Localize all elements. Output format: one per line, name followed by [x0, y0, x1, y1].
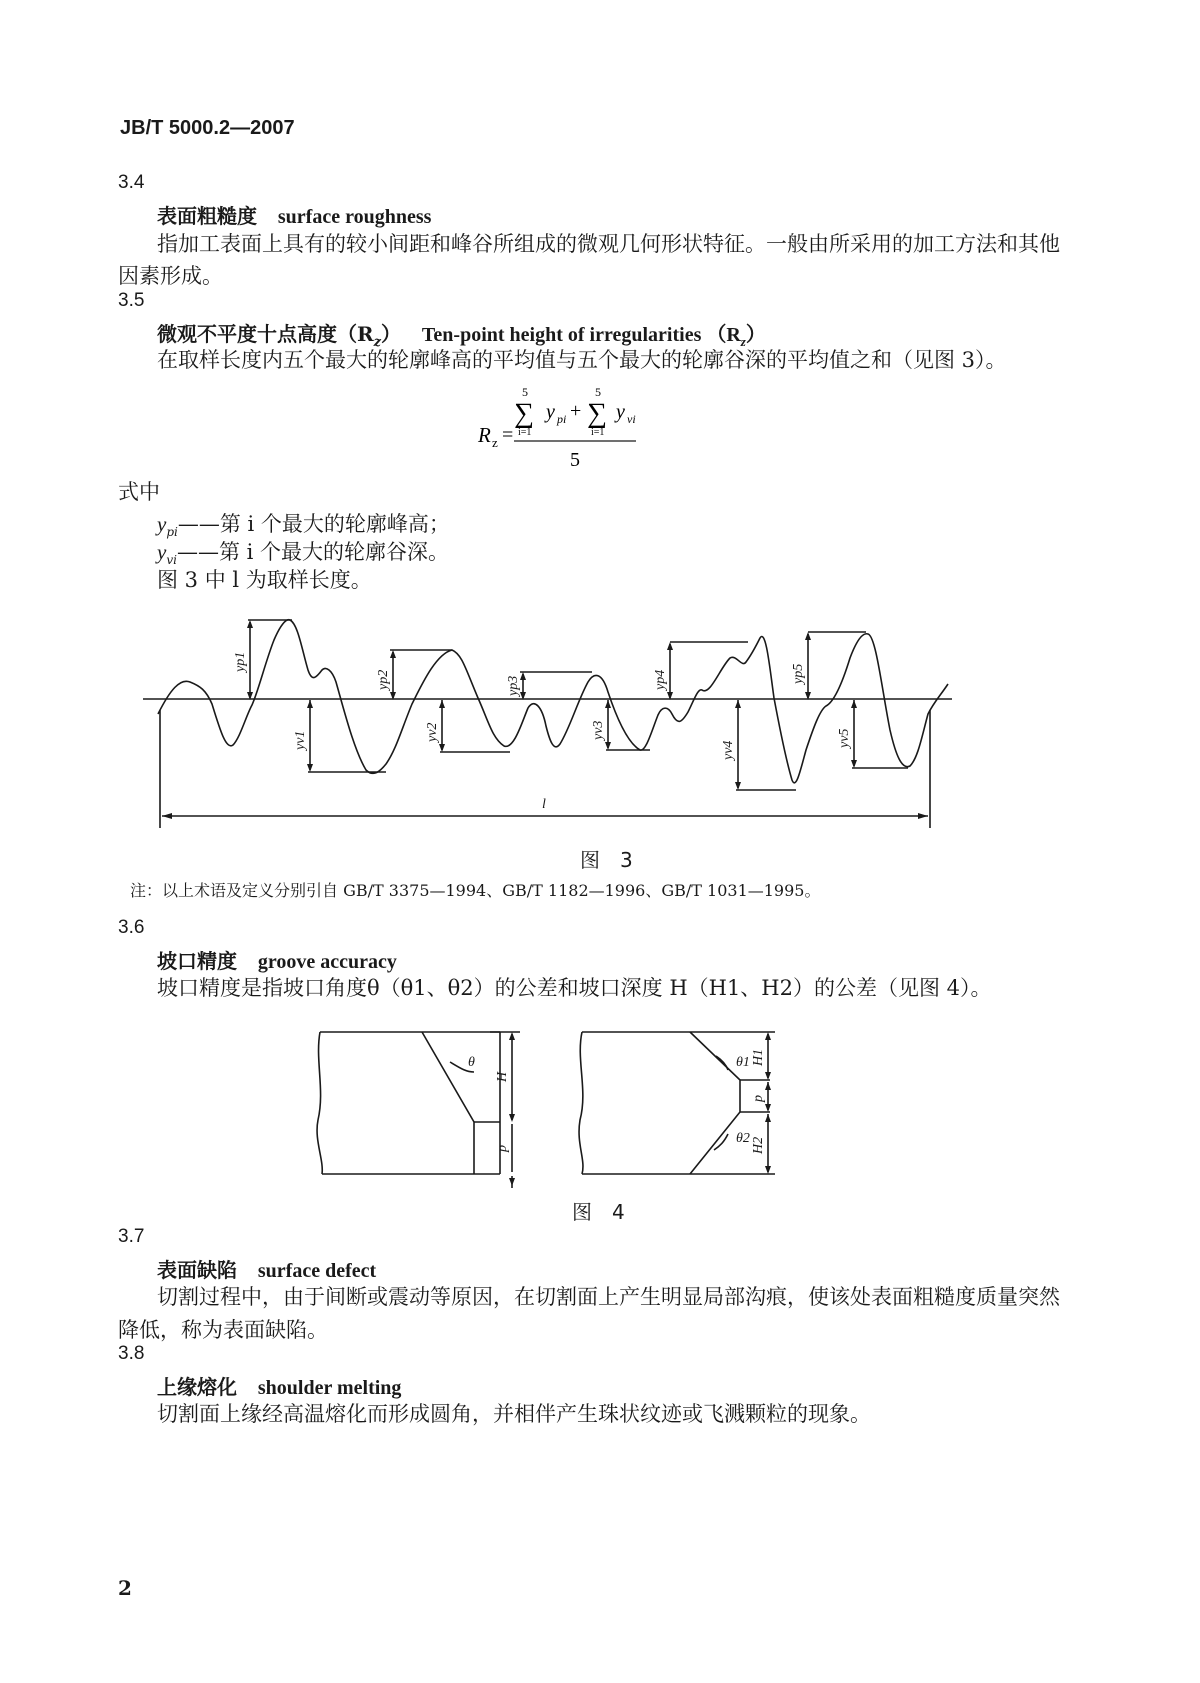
- term-zh: 坡口精度: [157, 949, 237, 973]
- section-3-5-number: 3.5: [118, 290, 145, 311]
- term2: y: [616, 401, 625, 423]
- term-en: surface defect: [257, 1260, 377, 1282]
- var1-symbol: y: [157, 512, 167, 536]
- section-3-4-definition-line2: 因素形成。: [118, 264, 223, 288]
- single-bevel-face: [422, 1032, 474, 1174]
- double-bevel-face: [690, 1032, 740, 1174]
- standard-number: JB/T 5000.2—2007: [120, 117, 295, 139]
- term-zh: 表面粗糙度: [157, 204, 257, 228]
- formula-equals: =: [502, 424, 514, 446]
- label-yv3: yv3: [591, 720, 606, 740]
- label-yv1: yv1: [293, 730, 308, 750]
- term-zh: 微观不平度十点高度（R: [157, 322, 374, 346]
- section-3-6-number: 3.6: [118, 917, 145, 938]
- note-sampling-length: 图 3 中 l 为取样长度。: [157, 568, 372, 592]
- sum1-upper: 5: [522, 385, 528, 399]
- term-en: shoulder melting: [257, 1377, 402, 1399]
- profile-curve: [158, 620, 948, 783]
- sum2-upper: 5: [595, 385, 601, 399]
- label-p-left: p: [495, 1145, 510, 1152]
- term-zh-sub: z: [373, 335, 382, 350]
- term-en-close: ）: [745, 324, 766, 346]
- label-yp5: yp5: [791, 663, 806, 684]
- label-yp1: yp1: [233, 651, 248, 672]
- var2-desc: ——第 i 个最大的轮廓谷深。: [176, 540, 450, 564]
- label-theta: θ: [468, 1055, 475, 1070]
- var1-sub: pi: [166, 525, 178, 540]
- label-yp3: yp3: [506, 675, 521, 696]
- formula-plus: +: [570, 400, 582, 422]
- term-en: Ten-point height of irregularities （R: [421, 324, 741, 346]
- source-note: 注：以上术语及定义分别引自 GB/T 3375—1994、GB/T 1182—1996、GB/T 1031—1995。: [130, 881, 821, 900]
- term2-sub: vi: [627, 412, 636, 426]
- section-3-7-definition-line2: 降低，称为表面缺陷。: [118, 1318, 328, 1342]
- term-zh-close: ）: [381, 322, 402, 346]
- term-en-sub: z: [740, 334, 746, 349]
- sum1-symbol: ∑: [514, 398, 534, 429]
- section-3-7-definition-line1: 切割过程中，由于间断或震动等原因，在切割面上产生明显局部沟痕，使该处表面粗糙度质量突然: [157, 1285, 1060, 1309]
- section-3-8-definition: 切割面上缘经高温熔化而形成圆角，并相伴产生珠状纹迹或飞溅颗粒的现象。: [157, 1402, 871, 1426]
- formula-denominator: 5: [570, 449, 580, 471]
- term1: y: [546, 401, 555, 423]
- label-H: H: [495, 1071, 510, 1082]
- figure-3-caption: 图 3: [580, 848, 633, 872]
- label-H2: H2: [751, 1136, 766, 1154]
- section-3-4-number: 3.4: [118, 172, 145, 193]
- label-yp2: yp2: [376, 669, 391, 690]
- sum2-symbol: ∑: [587, 398, 607, 429]
- section-3-6-definition: 坡口精度是指坡口角度θ（θ1、θ2）的公差和坡口深度 H（H1、H2）的公差（见图 4）。: [157, 976, 992, 1000]
- page-number: 2: [118, 1576, 132, 1600]
- figure-3-roughness-profile: [140, 610, 1020, 850]
- label-p-right: p: [751, 1095, 766, 1102]
- section-3-5-definition: 在取样长度内五个最大的轮廓峰高的平均值与五个最大的轮廓谷深的平均值之和（见图 3）。: [157, 348, 1007, 372]
- figure-4-groove-diagram: [300, 1020, 820, 1190]
- sum2-lower: i=1: [591, 427, 605, 438]
- formula-lhs-sub: z: [492, 435, 498, 450]
- term-zh: 表面缺陷: [157, 1258, 237, 1282]
- section-3-8-number: 3.8: [118, 1343, 145, 1364]
- sum1-lower: i=1: [518, 427, 532, 438]
- section-3-4-definition-line1: 指加工表面上具有的较小间距和峰谷所组成的微观几何形状特征。一般由所采用的加工方法和其他: [157, 232, 1060, 256]
- label-sampling-length: l: [542, 797, 546, 812]
- where-label: 式中: [118, 480, 160, 504]
- var2-sub: vi: [166, 553, 177, 568]
- term1-sub: pi: [557, 412, 567, 426]
- label-H1: H1: [751, 1048, 766, 1066]
- label-yv5: yv5: [837, 728, 852, 748]
- label-yp4: yp4: [653, 669, 668, 690]
- var1-desc: ——第 i 个最大的轮廓峰高；: [177, 512, 450, 536]
- formula-lhs: R: [478, 423, 491, 447]
- rz-formula: [470, 380, 690, 475]
- label-theta1: θ1: [736, 1055, 750, 1070]
- label-yv4: yv4: [721, 740, 736, 760]
- section-3-4-term: [157, 200, 431, 229]
- term-en: groove accuracy: [257, 951, 397, 973]
- term-en: surface roughness: [277, 206, 432, 228]
- label-yv2: yv2: [425, 722, 440, 742]
- section-3-7-number: 3.7: [118, 1226, 145, 1247]
- label-theta2: θ2: [736, 1131, 750, 1146]
- term-zh: 上缘熔化: [157, 1375, 237, 1399]
- var2-symbol: y: [157, 540, 167, 564]
- figure-4-caption: 图 4: [572, 1200, 625, 1224]
